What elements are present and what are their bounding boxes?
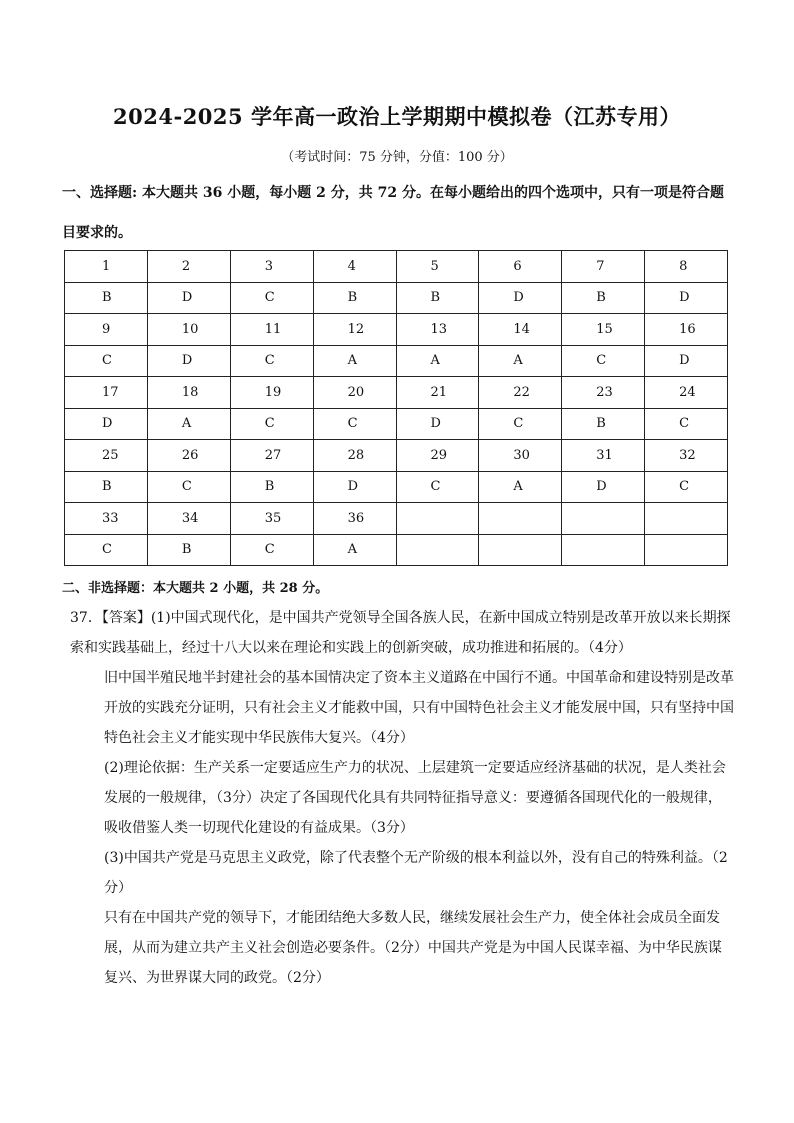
question-number: 37． bbox=[70, 610, 102, 626]
answer-key-cell: D bbox=[479, 282, 562, 314]
question-number-cell: 21 bbox=[396, 377, 479, 409]
answer-key-cell: A bbox=[313, 345, 396, 377]
answer-key-row bbox=[65, 282, 728, 314]
answer-key-cell: D bbox=[396, 408, 479, 440]
question-number-row bbox=[65, 377, 728, 409]
question-number-cell: 23 bbox=[562, 377, 645, 409]
answer-key-cell: C bbox=[645, 471, 728, 503]
answer-key-cell: A bbox=[479, 345, 562, 377]
answer-key-cell: C bbox=[230, 408, 313, 440]
question-number-cell: 11 bbox=[230, 314, 313, 346]
page-title: 2024-2025 学年高一政治上学期期中模拟卷（江苏专用） bbox=[113, 104, 681, 129]
question-number-cell: 26 bbox=[147, 440, 230, 472]
answer-paragraph: (2)理论依据：生产关系一定要适应生产力的状况、上层建筑一定要适应经济基础的状况，是人类社会发展的一般规律，（3分）决定了各国现代化具有共同特征指导意义：要遵循各国现代化的一般规律，吸收借鉴人类一切现代化建设的有益成果。（3分） bbox=[104, 760, 726, 836]
answer-key-row bbox=[65, 345, 728, 377]
answer-key-cell: C bbox=[147, 471, 230, 503]
answer-key-cell: B bbox=[65, 471, 148, 503]
question-number-cell: 29 bbox=[396, 440, 479, 472]
answer-key-cell bbox=[396, 534, 479, 566]
question-number-cell: 15 bbox=[562, 314, 645, 346]
question-number-cell: 16 bbox=[645, 314, 728, 346]
question-number-cell: 28 bbox=[313, 440, 396, 472]
question-number-cell: 17 bbox=[65, 377, 148, 409]
answer-key-cell: A bbox=[479, 471, 562, 503]
question-number-cell: 22 bbox=[479, 377, 562, 409]
answer-key-cell: B bbox=[230, 471, 313, 503]
answer-key-cell: B bbox=[562, 282, 645, 314]
question-number-cell: 32 bbox=[645, 440, 728, 472]
answer-key-cell: D bbox=[645, 345, 728, 377]
question-number-cell bbox=[479, 503, 562, 535]
answer-key-cell bbox=[645, 534, 728, 566]
answer-key-cell: C bbox=[562, 345, 645, 377]
answer-key-row bbox=[65, 408, 728, 440]
question-number-cell: 30 bbox=[479, 440, 562, 472]
question-number-cell: 24 bbox=[645, 377, 728, 409]
answer-key-cell: D bbox=[65, 408, 148, 440]
question-number-cell bbox=[562, 503, 645, 535]
question-number-cell: 5 bbox=[396, 251, 479, 283]
answer-key-cell: A bbox=[313, 534, 396, 566]
question-number-cell: 13 bbox=[396, 314, 479, 346]
answer-key-cell: B bbox=[147, 534, 230, 566]
question-number-cell: 27 bbox=[230, 440, 313, 472]
question-number-cell: 20 bbox=[313, 377, 396, 409]
question-number-row bbox=[65, 440, 728, 472]
question-number-cell: 35 bbox=[230, 503, 313, 535]
answer-key-cell: C bbox=[479, 408, 562, 440]
question-37-answer bbox=[70, 603, 734, 993]
answer-paragraph: 只有在中国共产党的领导下，才能团结绝大多数人民，继续发展社会生产力，使全体社会成员全面发展，从而为建立共产主义社会创造必要条件。（2分）中国共产党是为中国人民谋幸福、为中华民族谋复兴、为世界谋大同的政党。（2分） bbox=[104, 910, 722, 986]
answer-key-cell: D bbox=[313, 471, 396, 503]
question-number-cell bbox=[645, 503, 728, 535]
answer-key-cell: D bbox=[562, 471, 645, 503]
question-number-cell: 34 bbox=[147, 503, 230, 535]
question-number-cell: 1 bbox=[65, 251, 148, 283]
question-number-cell: 3 bbox=[230, 251, 313, 283]
question-number-cell: 33 bbox=[65, 503, 148, 535]
section-2-heading: 二、非选择题：本大题共 2 小题，共 28 分。 bbox=[62, 581, 329, 596]
answer-table bbox=[64, 250, 728, 566]
question-number-cell: 36 bbox=[313, 503, 396, 535]
answer-key-cell: C bbox=[65, 534, 148, 566]
question-number-cell: 31 bbox=[562, 440, 645, 472]
question-number-cell bbox=[396, 503, 479, 535]
answer-key-cell: C bbox=[313, 408, 396, 440]
answer-key-cell: D bbox=[147, 282, 230, 314]
answer-key-cell: C bbox=[230, 534, 313, 566]
answer-key-cell: B bbox=[313, 282, 396, 314]
answer-tag: 【答案】 bbox=[101, 610, 151, 626]
question-number-cell: 18 bbox=[147, 377, 230, 409]
answer-key-cell: C bbox=[65, 345, 148, 377]
answer-key-cell: B bbox=[562, 408, 645, 440]
answer-paragraph: (3)中国共产党是马克思主义政党，除了代表整个无产阶级的根本利益以外，没有自己的特殊利益。（2分） bbox=[104, 850, 728, 896]
answer-key-row bbox=[65, 471, 728, 503]
answer-key-cell: C bbox=[230, 282, 313, 314]
question-number-cell: 7 bbox=[562, 251, 645, 283]
answer-paragraph: 旧中国半殖民地半封建社会的基本国情决定了资本主义道路在中国行不通。中国革命和建设特别是改革开放的实践充分证明，只有社会主义才能救中国，只有中国特色社会主义才能发展中国，只有坚持中国特色社会主义才能实现中华民族伟大复兴。（4分） bbox=[104, 670, 734, 746]
answer-key-cell: C bbox=[396, 471, 479, 503]
question-number-cell: 6 bbox=[479, 251, 562, 283]
answer-paragraph bbox=[70, 603, 734, 663]
section-1-heading: 一、选择题: 本大题共 36 小题，每小题 2 分，共 72 分。在每小题给出的四个选项中，只有一项是符合题目要求的。 bbox=[62, 185, 724, 241]
question-number-cell: 25 bbox=[65, 440, 148, 472]
question-number-cell: 2 bbox=[147, 251, 230, 283]
question-number-cell: 19 bbox=[230, 377, 313, 409]
answer-key-cell: D bbox=[147, 345, 230, 377]
question-number-row bbox=[65, 251, 728, 283]
exam-info: （考试时间：75 分钟，分值：100 分） bbox=[281, 150, 513, 165]
question-number-cell: 9 bbox=[65, 314, 148, 346]
answer-key-row bbox=[65, 534, 728, 566]
answer-key-cell: A bbox=[147, 408, 230, 440]
answer-key-cell: D bbox=[645, 282, 728, 314]
answer-key-cell: B bbox=[65, 282, 148, 314]
answer-key-cell: C bbox=[645, 408, 728, 440]
answer-key-cell bbox=[479, 534, 562, 566]
answer-text: (1)中国式现代化，是中国共产党领导全国各族人民，在新中国成立特别是改革开放以来长期探索和实践基础上，经过十八大以来在理论和实践上的创新突破，成功推进和拓展的。（4分） bbox=[70, 610, 731, 656]
answer-key-cell: C bbox=[230, 345, 313, 377]
question-number-cell: 4 bbox=[313, 251, 396, 283]
question-number-cell: 14 bbox=[479, 314, 562, 346]
question-number-row bbox=[65, 503, 728, 535]
question-number-cell: 12 bbox=[313, 314, 396, 346]
answer-key-cell bbox=[562, 534, 645, 566]
answer-key-cell: B bbox=[396, 282, 479, 314]
question-number-cell: 8 bbox=[645, 251, 728, 283]
question-number-cell: 10 bbox=[147, 314, 230, 346]
question-number-row bbox=[65, 314, 728, 346]
answer-key-cell: A bbox=[396, 345, 479, 377]
